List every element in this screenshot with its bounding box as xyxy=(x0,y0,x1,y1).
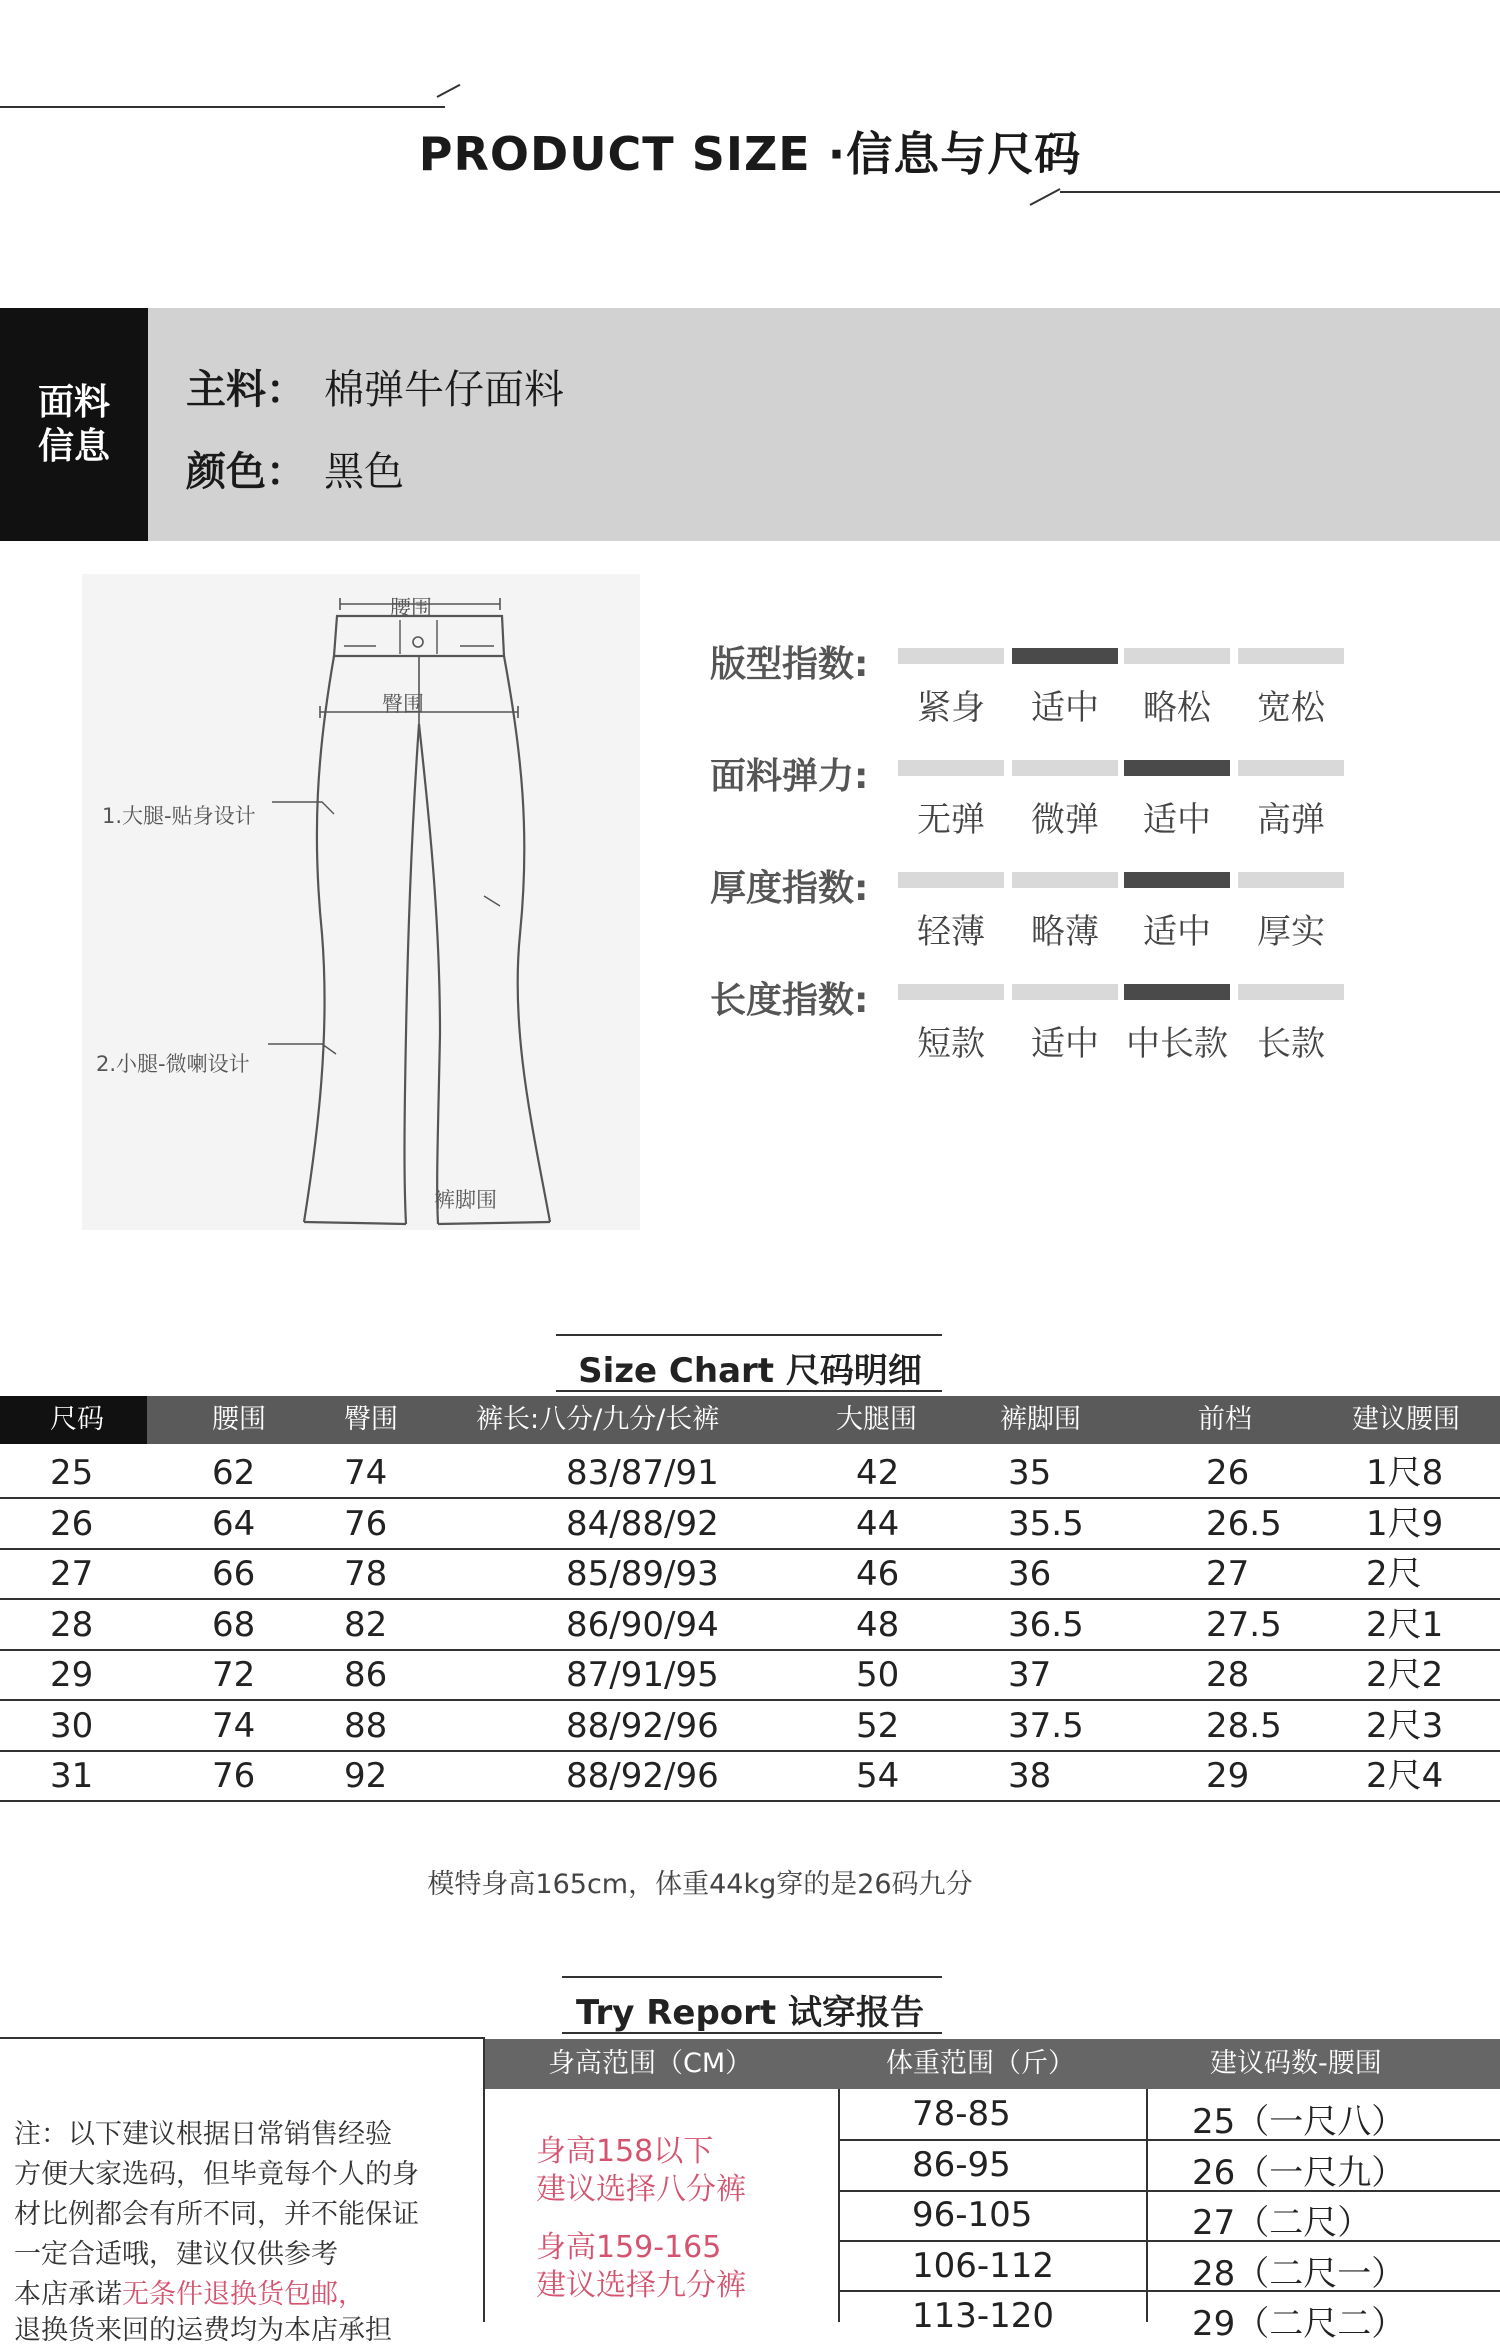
try-report-weight-cell: 106-112 xyxy=(912,2245,1055,2286)
size-chart-cell: 30 xyxy=(50,1705,94,1746)
diagram-thigh-note: 1.大腿-贴身设计 xyxy=(102,804,256,828)
index-segment xyxy=(1124,648,1230,664)
try-report-note-line-2: 方便大家选码，但毕竟每个人的身 xyxy=(14,2159,419,2190)
index-segment xyxy=(1012,872,1118,888)
height-advice-1-line-2: 建议选择八分裤 xyxy=(536,2172,746,2207)
size-chart-cell: 86 xyxy=(344,1655,388,1695)
size-chart-cell: 27 xyxy=(1206,1554,1250,1594)
size-chart-title: Size Chart 尺码明细 xyxy=(578,1351,922,1391)
index-title: 版型指数: xyxy=(710,644,869,685)
index-option-label: 无弹 xyxy=(917,800,985,840)
size-chart-cell: 68 xyxy=(212,1604,256,1645)
index-segment xyxy=(1238,872,1344,888)
try-report-note-line-1: 注：以下建议根据日常销售经验 xyxy=(14,2119,392,2150)
size-chart-cell: 36.5 xyxy=(1008,1604,1084,1645)
size-chart-cell: 42 xyxy=(856,1453,900,1493)
size-chart-cell: 88/92/96 xyxy=(566,1705,719,1746)
size-chart-cell: 2尺3 xyxy=(1366,1705,1444,1746)
try-report-size-cell: 26（一尺九） xyxy=(1192,2152,1406,2193)
page-title: PRODUCT SIZE ·信息与尺码 xyxy=(418,127,1082,181)
fabric-color-row xyxy=(186,440,404,497)
try-report-title: Try Report 试穿报告 xyxy=(575,1993,925,2033)
fabric-info-band xyxy=(0,308,1500,541)
index-segment xyxy=(898,872,1004,888)
try-report-size-cell: 25（一尺八） xyxy=(1192,2102,1406,2142)
index-title: 厚度指数: xyxy=(710,868,869,909)
try-report-weight-cell: 86-95 xyxy=(912,2144,1011,2185)
index-option-label: 略松 xyxy=(1143,688,1211,728)
size-chart-cell: 26 xyxy=(1206,1453,1250,1493)
size-chart-cell: 35 xyxy=(1008,1453,1052,1493)
size-chart-cell: 36 xyxy=(1008,1554,1052,1594)
size-chart-cell: 29 xyxy=(50,1655,94,1695)
size-chart-cell: 64 xyxy=(212,1503,256,1544)
size-chart-cell: 87/91/95 xyxy=(566,1655,719,1695)
size-chart-cell: 25 xyxy=(50,1453,94,1493)
size-chart-cell: 52 xyxy=(856,1705,900,1746)
size-chart-cell: 28 xyxy=(1206,1655,1250,1695)
index-segment-selected xyxy=(1124,872,1230,888)
size-chart-cell: 37.5 xyxy=(1008,1705,1084,1746)
diagram-hem-label: 裤脚围 xyxy=(434,1188,497,1212)
index-option-label: 宽松 xyxy=(1257,688,1325,728)
size-chart-cell: 38 xyxy=(1008,1756,1052,1796)
pants-right-outseam xyxy=(504,656,550,1222)
index-title: 长度指数: xyxy=(710,980,869,1021)
size-chart-header-cell: 大腿围 xyxy=(836,1404,917,1435)
size-chart-cell: 72 xyxy=(212,1655,256,1695)
try-report-size-cell: 28（二尺一） xyxy=(1192,2253,1406,2294)
size-chart-cell: 2尺2 xyxy=(1366,1655,1444,1695)
index-segment xyxy=(1238,984,1344,1000)
size-chart-cell: 66 xyxy=(212,1554,256,1594)
size-chart-header-cell: 臀围 xyxy=(344,1404,398,1435)
size-chart-cell: 86/90/94 xyxy=(566,1604,719,1645)
size-chart-cell: 82 xyxy=(344,1604,388,1645)
size-chart-cell: 83/87/91 xyxy=(566,1453,719,1493)
try-report-size-cell: 27（二尺） xyxy=(1192,2203,1372,2243)
size-chart-cell: 26 xyxy=(50,1503,94,1544)
pants-right-inseam xyxy=(419,724,440,1224)
pants-diagram xyxy=(82,574,640,1230)
size-chart-cell: 48 xyxy=(856,1604,900,1645)
pants-left-outseam xyxy=(304,656,334,1222)
try-report-size-cell: 29（二尺二） xyxy=(1192,2304,1406,2344)
diagram-waist-label: 腰围 xyxy=(390,596,432,620)
size-chart-header-cell: 裤脚围 xyxy=(1000,1404,1081,1435)
size-chart-cell: 29 xyxy=(1206,1756,1250,1796)
size-chart-cell: 28.5 xyxy=(1206,1705,1282,1746)
size-chart-cell: 88 xyxy=(344,1705,388,1746)
size-chart-cell: 2尺4 xyxy=(1366,1756,1444,1796)
index-option-label: 略薄 xyxy=(1031,912,1099,952)
index-option-label: 中长款 xyxy=(1126,1024,1228,1064)
size-chart-cell: 37 xyxy=(1008,1655,1052,1695)
size-chart-cell: 2尺1 xyxy=(1366,1604,1444,1645)
index-option-label: 短款 xyxy=(917,1024,985,1064)
size-chart-cell: 2尺 xyxy=(1366,1554,1422,1594)
fabric-info-tag xyxy=(0,308,148,541)
height-advice-2-line-2: 建议选择九分裤 xyxy=(536,2268,746,2303)
diagram-hip-label: 臀围 xyxy=(382,692,424,716)
size-chart-cell: 92 xyxy=(344,1756,388,1796)
index-option-label: 轻薄 xyxy=(917,912,985,952)
size-chart-cell: 76 xyxy=(212,1756,256,1796)
try-report-weight-cell: 78-85 xyxy=(912,2094,1011,2134)
fabric-color-value: 黑色 xyxy=(324,449,404,495)
size-chart-cell: 27 xyxy=(50,1554,94,1594)
try-report-header-size: 建议码数-腰围 xyxy=(1210,2048,1382,2079)
index-segment xyxy=(1238,648,1344,664)
fabric-material-row xyxy=(186,358,564,415)
size-chart-cell: 62 xyxy=(212,1453,256,1493)
try-report-note-promise-highlight: 无条件退换货包邮， xyxy=(122,2279,365,2310)
size-chart-row-divider xyxy=(0,1800,1500,1802)
size-chart-cell: 78 xyxy=(344,1554,388,1594)
size-chart-cell: 31 xyxy=(50,1756,94,1796)
size-chart-cell: 46 xyxy=(856,1554,900,1594)
header-rule-left-tick xyxy=(437,84,461,98)
size-chart-cell: 84/88/92 xyxy=(566,1503,719,1544)
index-segment xyxy=(898,760,1004,776)
index-segment-selected xyxy=(1124,984,1230,1000)
index-segment xyxy=(1238,760,1344,776)
try-report-note-promise-prefix: 本店承诺 xyxy=(14,2279,122,2310)
size-chart-header-cell: 腰围 xyxy=(212,1404,266,1435)
size-chart-cell: 85/89/93 xyxy=(566,1554,719,1594)
index-option-label: 长款 xyxy=(1257,1024,1325,1064)
index-option-label: 高弹 xyxy=(1257,800,1325,840)
index-option-label: 微弹 xyxy=(1031,800,1099,840)
size-chart-cell: 26.5 xyxy=(1206,1503,1282,1544)
size-chart-cell: 1尺8 xyxy=(1366,1453,1444,1493)
height-advice-1-line-1: 身高158以下 xyxy=(536,2134,714,2169)
model-note: 模特身高165cm，体重44kg穿的是26码九分 xyxy=(427,1869,973,1900)
index-segment xyxy=(898,984,1004,1000)
size-chart-cell: 76 xyxy=(344,1503,388,1544)
size-chart-header-cell: 前档 xyxy=(1198,1404,1252,1435)
try-report-note-line-4: 一定合适哦，建议仅供参考 xyxy=(14,2239,338,2270)
index-option-label: 适中 xyxy=(1031,688,1099,728)
try-report-weight-cell: 96-105 xyxy=(912,2195,1033,2235)
pants-left-inseam xyxy=(405,724,420,1224)
pants-hem-line xyxy=(304,1222,550,1224)
height-advice-2-line-1: 身高159-165 xyxy=(536,2230,722,2265)
header-rule-right xyxy=(1060,191,1500,193)
fabric-material-value: 棉弹牛仔面料 xyxy=(324,367,564,413)
index-option-label: 适中 xyxy=(1143,912,1211,952)
size-chart-cell: 54 xyxy=(856,1756,900,1796)
fabric-material-key: 主料： xyxy=(186,367,306,413)
index-option-label: 紧身 xyxy=(917,688,985,728)
size-chart-cell: 74 xyxy=(344,1453,388,1493)
diagram-calf-note: 2.小腿-微喇设计 xyxy=(96,1052,250,1076)
index-segment-selected xyxy=(1124,760,1230,776)
index-title: 面料弹力: xyxy=(710,756,869,797)
index-segment xyxy=(1012,760,1118,776)
size-chart-cell: 1尺9 xyxy=(1366,1503,1444,1544)
size-chart-cell: 28 xyxy=(50,1604,94,1645)
size-chart-header-cell: 裤长:八分/九分/长裤 xyxy=(476,1404,720,1435)
pants-waistband-outline xyxy=(334,616,504,656)
index-option-label: 适中 xyxy=(1031,1024,1099,1064)
try-report-note-line-6: 退换货来回的运费均为本店承担 xyxy=(14,2315,392,2346)
try-report-note-line-5 xyxy=(14,2272,365,2311)
size-chart-cell: 27.5 xyxy=(1206,1604,1282,1645)
index-segment-selected xyxy=(1012,648,1118,664)
index-option-label: 适中 xyxy=(1143,800,1211,840)
try-report-note-line-3: 材比例都会有所不同，并不能保证 xyxy=(14,2199,419,2230)
index-segment xyxy=(898,648,1004,664)
fabric-color-key: 颜色： xyxy=(186,449,306,495)
size-chart-cell: 44 xyxy=(856,1503,900,1544)
header-rule-right-tick xyxy=(1030,188,1061,206)
fabric-info-tag-label: 面料信息 xyxy=(37,381,110,467)
try-report-header-weight: 体重范围（斤） xyxy=(886,2048,1075,2079)
size-chart-header-cell: 尺码 xyxy=(50,1404,104,1435)
size-chart-cell: 35.5 xyxy=(1008,1503,1084,1544)
try-report-header-height: 身高范围（CM） xyxy=(548,2048,753,2079)
size-chart-cell: 74 xyxy=(212,1705,256,1746)
size-chart-cell: 50 xyxy=(856,1655,900,1695)
header-rule-left xyxy=(0,106,445,108)
size-chart-cell: 88/92/96 xyxy=(566,1756,719,1796)
index-segment xyxy=(1012,984,1118,1000)
index-option-label: 厚实 xyxy=(1257,912,1325,952)
try-report-weight-cell: 113-120 xyxy=(912,2296,1055,2336)
size-chart-header-cell: 建议腰围 xyxy=(1352,1404,1460,1435)
